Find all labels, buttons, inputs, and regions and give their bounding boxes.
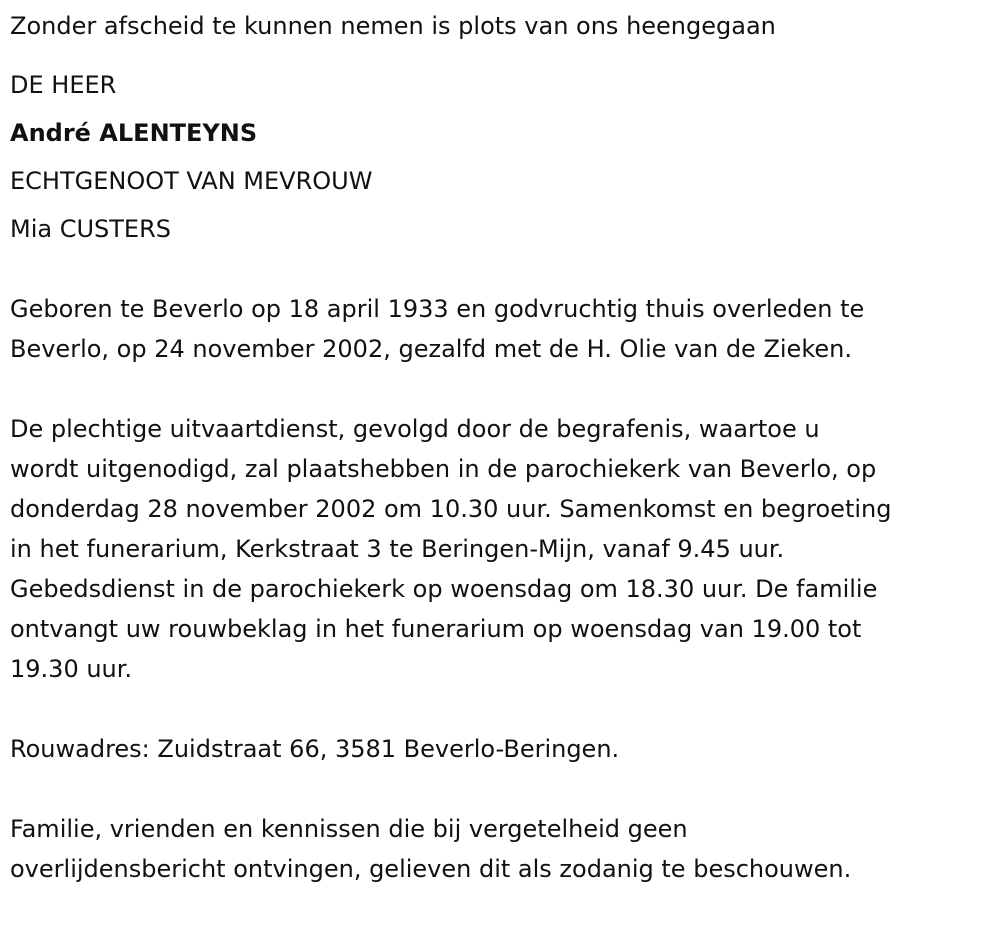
mourning-address: Rouwadres: Zuidstraat 66, 3581 Beverlo-Beringen. [10, 735, 620, 763]
intro-line: Zonder afscheid te kunnen nemen is plots van ons heengegaan [10, 12, 776, 40]
birth-paragraph [10, 289, 995, 369]
service-line: donderdag 28 november 2002 om 10.30 uur. Samenkomst en begroeting [10, 495, 892, 523]
service-line: 19.30 uur. [10, 655, 133, 683]
spouse-name: Mia CUSTERS [10, 215, 172, 243]
service-paragraph [10, 409, 995, 689]
birth-line: Beverlo, op 24 november 2002, gezalfd met de H. Olie van de Zieken. [10, 335, 852, 363]
service-line: in het funerarium, Kerkstraat 3 te Beringen-Mijn, vanaf 9.45 uur. [10, 535, 785, 563]
closing-line: overlijdensbericht ontvingen, gelieven dit als zodanig te beschouwen. [10, 855, 852, 883]
service-line: wordt uitgenodigd, zal plaatshebben in de parochiekerk van Beverlo, op [10, 455, 877, 483]
honorific: DE HEER [10, 71, 117, 99]
deceased-name: André ALENTEYNS [10, 119, 258, 147]
obituary-document [10, 6, 995, 889]
deceased-heading [10, 61, 995, 253]
relation-label: ECHTGENOOT VAN MEVROUW [10, 167, 373, 195]
closing-paragraph [10, 809, 995, 889]
closing-line: Familie, vrienden en kennissen die bij vergetelheid geen [10, 815, 688, 843]
service-line: Gebedsdienst in de parochiekerk op woensdag om 18.30 uur. De familie [10, 575, 878, 603]
birth-line: Geboren te Beverlo op 18 april 1933 en godvruchtig thuis overleden te [10, 295, 865, 323]
service-line: De plechtige uitvaartdienst, gevolgd door de begrafenis, waartoe u [10, 415, 820, 443]
service-line: ontvangt uw rouwbeklag in het funerarium op woensdag van 19.00 tot [10, 615, 862, 643]
